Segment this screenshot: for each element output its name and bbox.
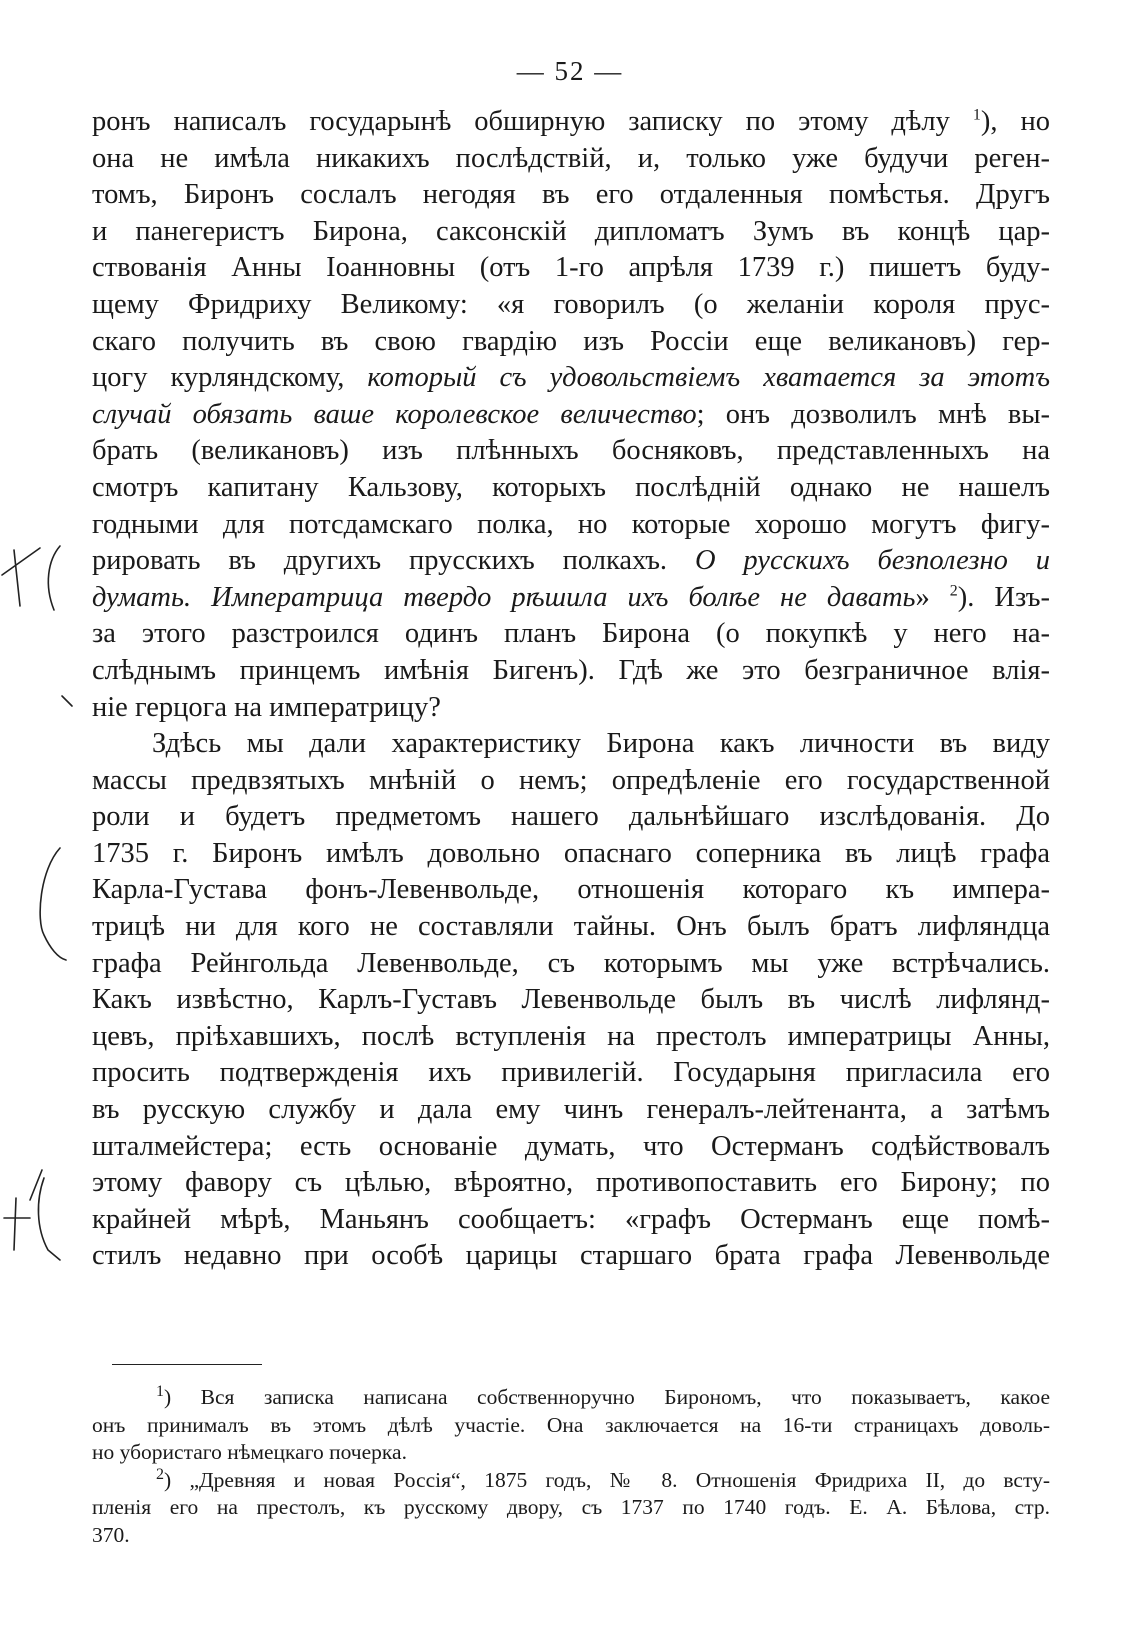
text-line-14: думать. Императрица твердо рѣшила ихъ болѣе не давать» $^2$). Изъ- [92,581,1051,613]
italic-quote: О русскихъ безполезно и [694,545,1051,577]
text-line-31: крайней мѣрѣ, Маньянъ сообщаетъ: «графъ Остерманъ еще помѣ- [92,1203,1050,1235]
text-line-18: Здѣсь мы дали характеристику Бирона какъ личности въ виду [152,728,1050,760]
italic-quote: думать. Императрица твердо рѣшила ихъ болѣе не давать [92,581,916,613]
text-line-29: шталмейстера; есть основаніе думать, что Остерманъ содѣйствовалъ [92,1130,1050,1162]
footnote-divider [112,1364,262,1365]
footnote-1-line-2: онъ принималъ въ этомъ дѣлѣ участіе. Она заключается на 16-ти страницахъ доволь- [92,1412,1050,1437]
footnote-1-line-3: но убористаго нѣмецкаго почерка. [92,1440,407,1465]
footnotes [92,1384,1050,1550]
text-line-1: ронъ написалъ государынѣ обширную записку по этому дѣлу $^1$), но [92,106,1050,137]
text-line-20: роли и будетъ предметомъ нашего дальнѣйшаго изслѣдованія. До [92,801,1050,833]
text-line-30: этому фавору съ цѣлью, вѣроятно, противопоставить его Бирону; по [92,1167,1050,1199]
text-line-8: цогу курляндскому, который съ удовольствіемъ хватается за этотъ [92,362,1050,394]
text-line-21: 1735 г. Биронъ имѣлъ довольно опаснаго соперника въ лицѣ графа [92,837,1050,869]
text-line-25: Какъ извѣстно, Карлъ-Густавъ Левенвольде былъ въ числѣ лифлянд- [92,984,1050,1016]
footnote-ref-1[interactable]: 1 [972,106,981,124]
text-line-3: томъ, Биронъ сослалъ негодяя въ его отдаленныя помѣстья. Другъ [92,179,1050,211]
footnote-1-line-1: $^1$) Вся записка написана собственноручно Бирономъ, что показываетъ, какое [156,1382,1050,1409]
margin-cross-mark-bottom [4,1170,42,1250]
italic-quote: случай обязать ваше королевское величество [92,398,697,430]
text-line-13: рировать въ другихъ прусскихъ полкахъ. О русскихъ безполезно и [92,545,1051,577]
margin-bracket-bottom [38,1178,60,1260]
text-line-32: стилъ недавно при особѣ царицы старшаго брата графа Левенвольде [92,1240,1050,1272]
text-line-11: смотръ капитану Кальзову, которыхъ послѣдній однако не нашелъ [92,471,1050,503]
text-line-28: въ русскую службу и дала ему чинъ генералъ-лейтенанта, а затѣмъ [92,1094,1050,1126]
text-line-27: просить подтвержденія ихъ привилегій. Государыня пригласила его [92,1057,1050,1089]
page-number: — 52 — [516,56,624,86]
margin-cross-mark-top [2,548,40,606]
footnote-2-line-1: $^2$) „Древняя и новая Россія“, 1875 годъ, № 8. Отношенія Фридриха II, до всту- [156,1465,1050,1492]
text-line-7: скаго получить въ свою гвардію изъ Россіи еще великановъ) гер- [92,325,1050,357]
text-line-22: Карла-Густава фонъ-Левенвольде, отношенія котораго къ импера- [92,874,1050,906]
footnote-ref-2[interactable]: 2 [949,582,958,600]
margin-tick [62,696,72,706]
text-line-4: и панегеристъ Бирона, саксонскій дипломатъ Зумъ въ концѣ цар- [92,215,1050,247]
margin-bracket-top [48,546,60,610]
footnote-mark-1: 1 [156,1382,164,1400]
text-line-5: ствованія Анны Іоанновны (отъ 1-го апрѣля 1739 г.) пишетъ буду- [92,252,1050,284]
text-line-6: щему Фридриху Великому: «я говорилъ (о желаніи короля прус- [92,288,1050,320]
text-line-24: графа Рейнгольда Левенвольде, съ которымъ мы уже встрѣчались. [92,947,1050,979]
text-line-19: массы предвзятыхъ мнѣній о немъ; опредѣленіе его государственной [92,764,1050,796]
text-line-12: годными для потсдамскаго полка, но которые хорошо могутъ фигу- [92,508,1050,540]
main-text [92,104,1050,1275]
text-line-10: брать (великановъ) изъ плѣнныхъ босняковъ, представленныхъ на [92,435,1050,467]
text-line-26: цевъ, пріѣхавшихъ, послѣ вступленія на престолъ императрицы Анны, [92,1020,1050,1052]
margin-bracket-middle [40,848,66,960]
footnote-mark-2: 2 [156,1465,164,1483]
text-line-16: слѣднымъ принцемъ имѣнія Бигенъ). Гдѣ же это безграничное влія- [92,654,1050,686]
text-line-9: случай обязать ваше королевское величество; онъ дозволилъ мнѣ вы- [92,398,1050,430]
text-line-15: за этого разстроился одинъ планъ Бирона (о покупкѣ у него на- [92,618,1050,650]
italic-quote: который съ удовольствіемъ хватается за этотъ [367,362,1050,394]
text-line-23: трицѣ ни для кого не составляли тайны. Онъ былъ братъ лифляндца [92,911,1050,943]
text-line-2: она не имѣла никакихъ послѣдствій, и, только уже будучи реген- [92,142,1050,174]
footnote-2-line-3: 370. [92,1522,130,1547]
text-line-17: ніе герцога на императрицу? [92,691,441,723]
footnote-2-line-2: пленія его на престолъ, къ русскому двору, съ 1737 по 1740 годъ. Е. А. Бѣлова, стр. [92,1495,1050,1520]
